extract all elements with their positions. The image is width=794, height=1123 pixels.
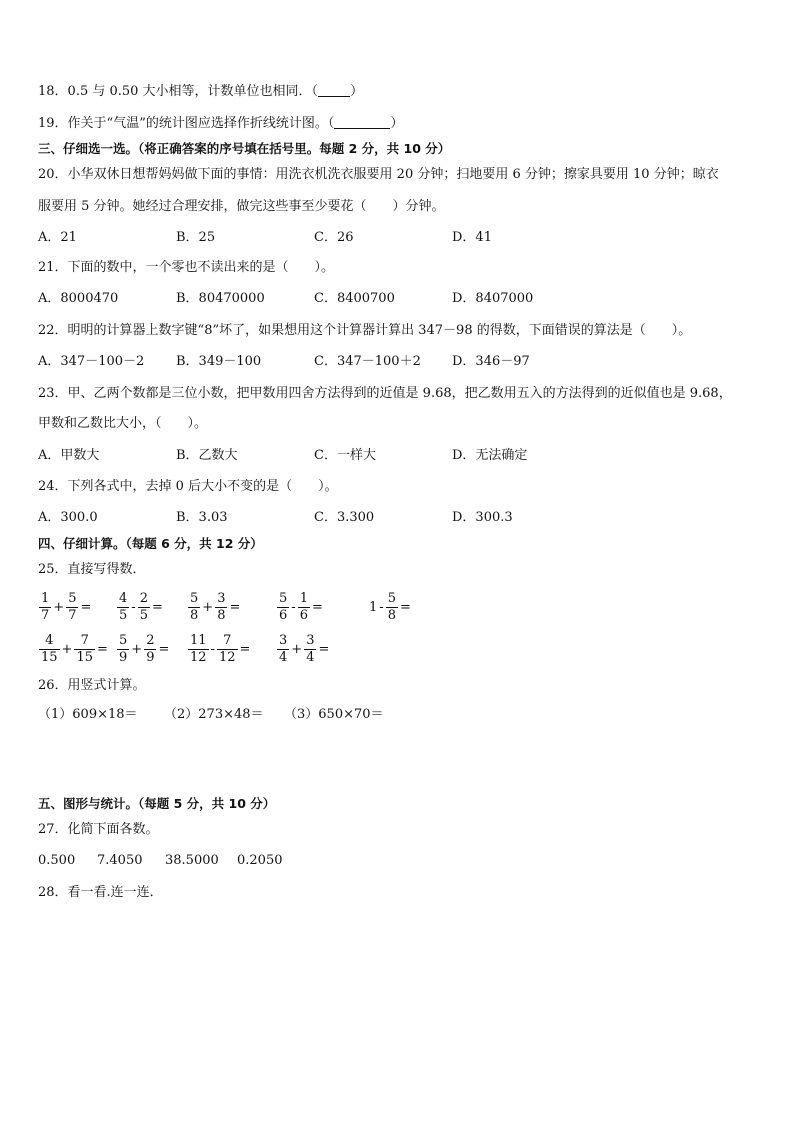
q21-option-d[interactable]: D．8407000 bbox=[452, 291, 534, 306]
section-5-heading: 五、图形与统计。（每题 5 分，共 10 分） bbox=[38, 796, 276, 811]
q23-option-d[interactable]: D．无法确定 bbox=[452, 448, 528, 463]
q23-option-b[interactable]: B．乙数大 bbox=[176, 448, 238, 463]
question-23-line1: 23．甲、乙两个数都是三位小数，把甲数用四舍方法得到的近值是 9.68，把乙数用五入的方法得到的近似值也是 9.68， bbox=[38, 386, 732, 401]
q23-option-c[interactable]: C．一样大 bbox=[314, 448, 376, 463]
fraction: $\frac{2}{5}$ bbox=[139, 590, 148, 623]
q21-option-b[interactable]: B．80470000 bbox=[176, 291, 265, 306]
fraction: $\frac{4}{15}$ bbox=[41, 632, 58, 665]
q22-option-a[interactable]: A．347－100－2 bbox=[38, 354, 145, 369]
q20-option-b[interactable]: B．25 bbox=[176, 230, 216, 245]
q24-option-b[interactable]: B．3.03 bbox=[176, 510, 228, 525]
fraction: $\frac{5}{8}$ bbox=[387, 590, 396, 623]
question-22: 22．明明的计算器上数字键“8”坏了，如果想用这个计算器计算出 347－98 的得数，下面错误的算法是（ ）。 bbox=[38, 323, 692, 338]
q22-option-d[interactable]: D．346－97 bbox=[452, 354, 530, 369]
fraction-expression: $\frac{11}{12}$ - $\frac{7}{12}$ = bbox=[190, 632, 251, 665]
fraction: $\frac{5}{6}$ bbox=[279, 590, 288, 623]
question-24: 24．下列各式中，去掉 0 后大小不变的是（ ）。 bbox=[38, 479, 338, 494]
fraction: $\frac{5}{7}$ bbox=[68, 590, 77, 623]
fraction-expression: $\frac{4}{5}$ - $\frac{2}{5}$ = bbox=[119, 590, 163, 623]
question-19: 19．作关于“气温”的统计图应选择作折线统计图。（ ） bbox=[38, 116, 404, 131]
q24-option-c[interactable]: C．3.300 bbox=[314, 510, 375, 525]
question-26: 26．用竖式计算。 bbox=[38, 678, 146, 693]
fraction: $\frac{2}{9}$ bbox=[146, 632, 155, 665]
section-3-heading: 三、仔细选一选。（将正确答案的序号填在括号里。每题 2 分，共 10 分） bbox=[38, 141, 451, 156]
question-27: 27．化简下面各数。 bbox=[38, 822, 159, 837]
q20-option-a[interactable]: A．21 bbox=[38, 230, 77, 245]
fraction: $\frac{7}{15}$ bbox=[76, 632, 93, 665]
fraction-row-1 bbox=[38, 585, 458, 629]
fraction: $\frac{1}{7}$ bbox=[41, 590, 50, 623]
fraction: $\frac{5}{8}$ bbox=[190, 590, 199, 623]
q26-item-3: （3）650×70＝ bbox=[284, 707, 384, 722]
answer-blank[interactable] bbox=[334, 115, 390, 129]
q27-number-3: 38.5000 bbox=[165, 853, 219, 868]
fraction: $\frac{5}{9}$ bbox=[119, 632, 128, 665]
question-20-line2: 服要用 5 分钟。她经过合理安排，做完这些事至少要花（ ）分钟。 bbox=[38, 199, 445, 214]
answer-blank[interactable] bbox=[318, 83, 350, 97]
fraction-row-2 bbox=[38, 627, 458, 671]
q26-item-1: （1）609×18＝ bbox=[38, 707, 138, 722]
question-18: 18．0.5 与 0.50 大小相等，计数单位也相同．（ ） bbox=[38, 84, 364, 99]
fraction-expression: $\frac{1}{7}$ + $\frac{5}{7}$ = bbox=[41, 590, 92, 623]
fraction-expression: $\frac{5}{9}$ + $\frac{2}{9}$ = bbox=[119, 632, 170, 665]
q26-item-2: （2）273×48＝ bbox=[164, 707, 264, 722]
fraction-expression: $\frac{5}{6}$ - $\frac{1}{6}$ = bbox=[279, 590, 323, 623]
q24-option-a[interactable]: A．300.0 bbox=[38, 510, 98, 525]
fraction: $\frac{3}{8}$ bbox=[217, 590, 226, 623]
fraction-expression: $\frac{4}{15}$ + $\frac{7}{15}$ = bbox=[41, 632, 108, 665]
question-21: 21．下面的数中，一个零也不读出来的是（ ）。 bbox=[38, 260, 335, 275]
fraction: $\frac{1}{6}$ bbox=[299, 590, 308, 623]
fraction: $\frac{4}{5}$ bbox=[119, 590, 128, 623]
question-20-line1: 20．小华双休日想帮妈妈做下面的事情：用洗衣机洗衣服要用 20 分钟；扫地要用 6 分钟；擦家具要用 10 分钟；晾衣 bbox=[38, 167, 719, 182]
question-23-line2: 甲数和乙数比大小，（ ）。 bbox=[38, 416, 208, 431]
q23-option-a[interactable]: A．甲数大 bbox=[38, 448, 100, 463]
fraction-expression: $\frac{5}{8}$ + $\frac{3}{8}$ = bbox=[190, 590, 241, 623]
q21-option-c[interactable]: C．8400700 bbox=[314, 291, 395, 306]
fraction-expression: 1 - $\frac{5}{8}$ = bbox=[369, 590, 411, 623]
q22-option-b[interactable]: B．349－100 bbox=[176, 354, 262, 369]
question-28: 28．看一看.连一连． bbox=[38, 885, 163, 900]
q20-option-d[interactable]: D．41 bbox=[452, 230, 492, 245]
question-25: 25．直接写得数． bbox=[38, 562, 146, 577]
q27-number-4: 0.2050 bbox=[237, 853, 283, 868]
q27-number-1: 0.500 bbox=[38, 853, 76, 868]
fraction-expression: $\frac{3}{4}$ + $\frac{3}{4}$ = bbox=[279, 632, 330, 665]
fraction: $\frac{11}{12}$ bbox=[190, 632, 207, 665]
fraction: $\frac{7}{12}$ bbox=[218, 632, 236, 665]
q27-number-2: 7.4050 bbox=[97, 853, 143, 868]
q22-option-c[interactable]: C．347－100＋2 bbox=[314, 354, 421, 369]
section-4-heading: 四、仔细计算。（每题 6 分，共 12 分） bbox=[38, 536, 263, 551]
q20-option-c[interactable]: C．26 bbox=[314, 230, 354, 245]
q21-option-a[interactable]: A．8000470 bbox=[38, 291, 119, 306]
fraction: $\frac{3}{4}$ bbox=[279, 632, 288, 665]
fraction: $\frac{3}{4}$ bbox=[306, 632, 315, 665]
q24-option-d[interactable]: D．300.3 bbox=[452, 510, 513, 525]
